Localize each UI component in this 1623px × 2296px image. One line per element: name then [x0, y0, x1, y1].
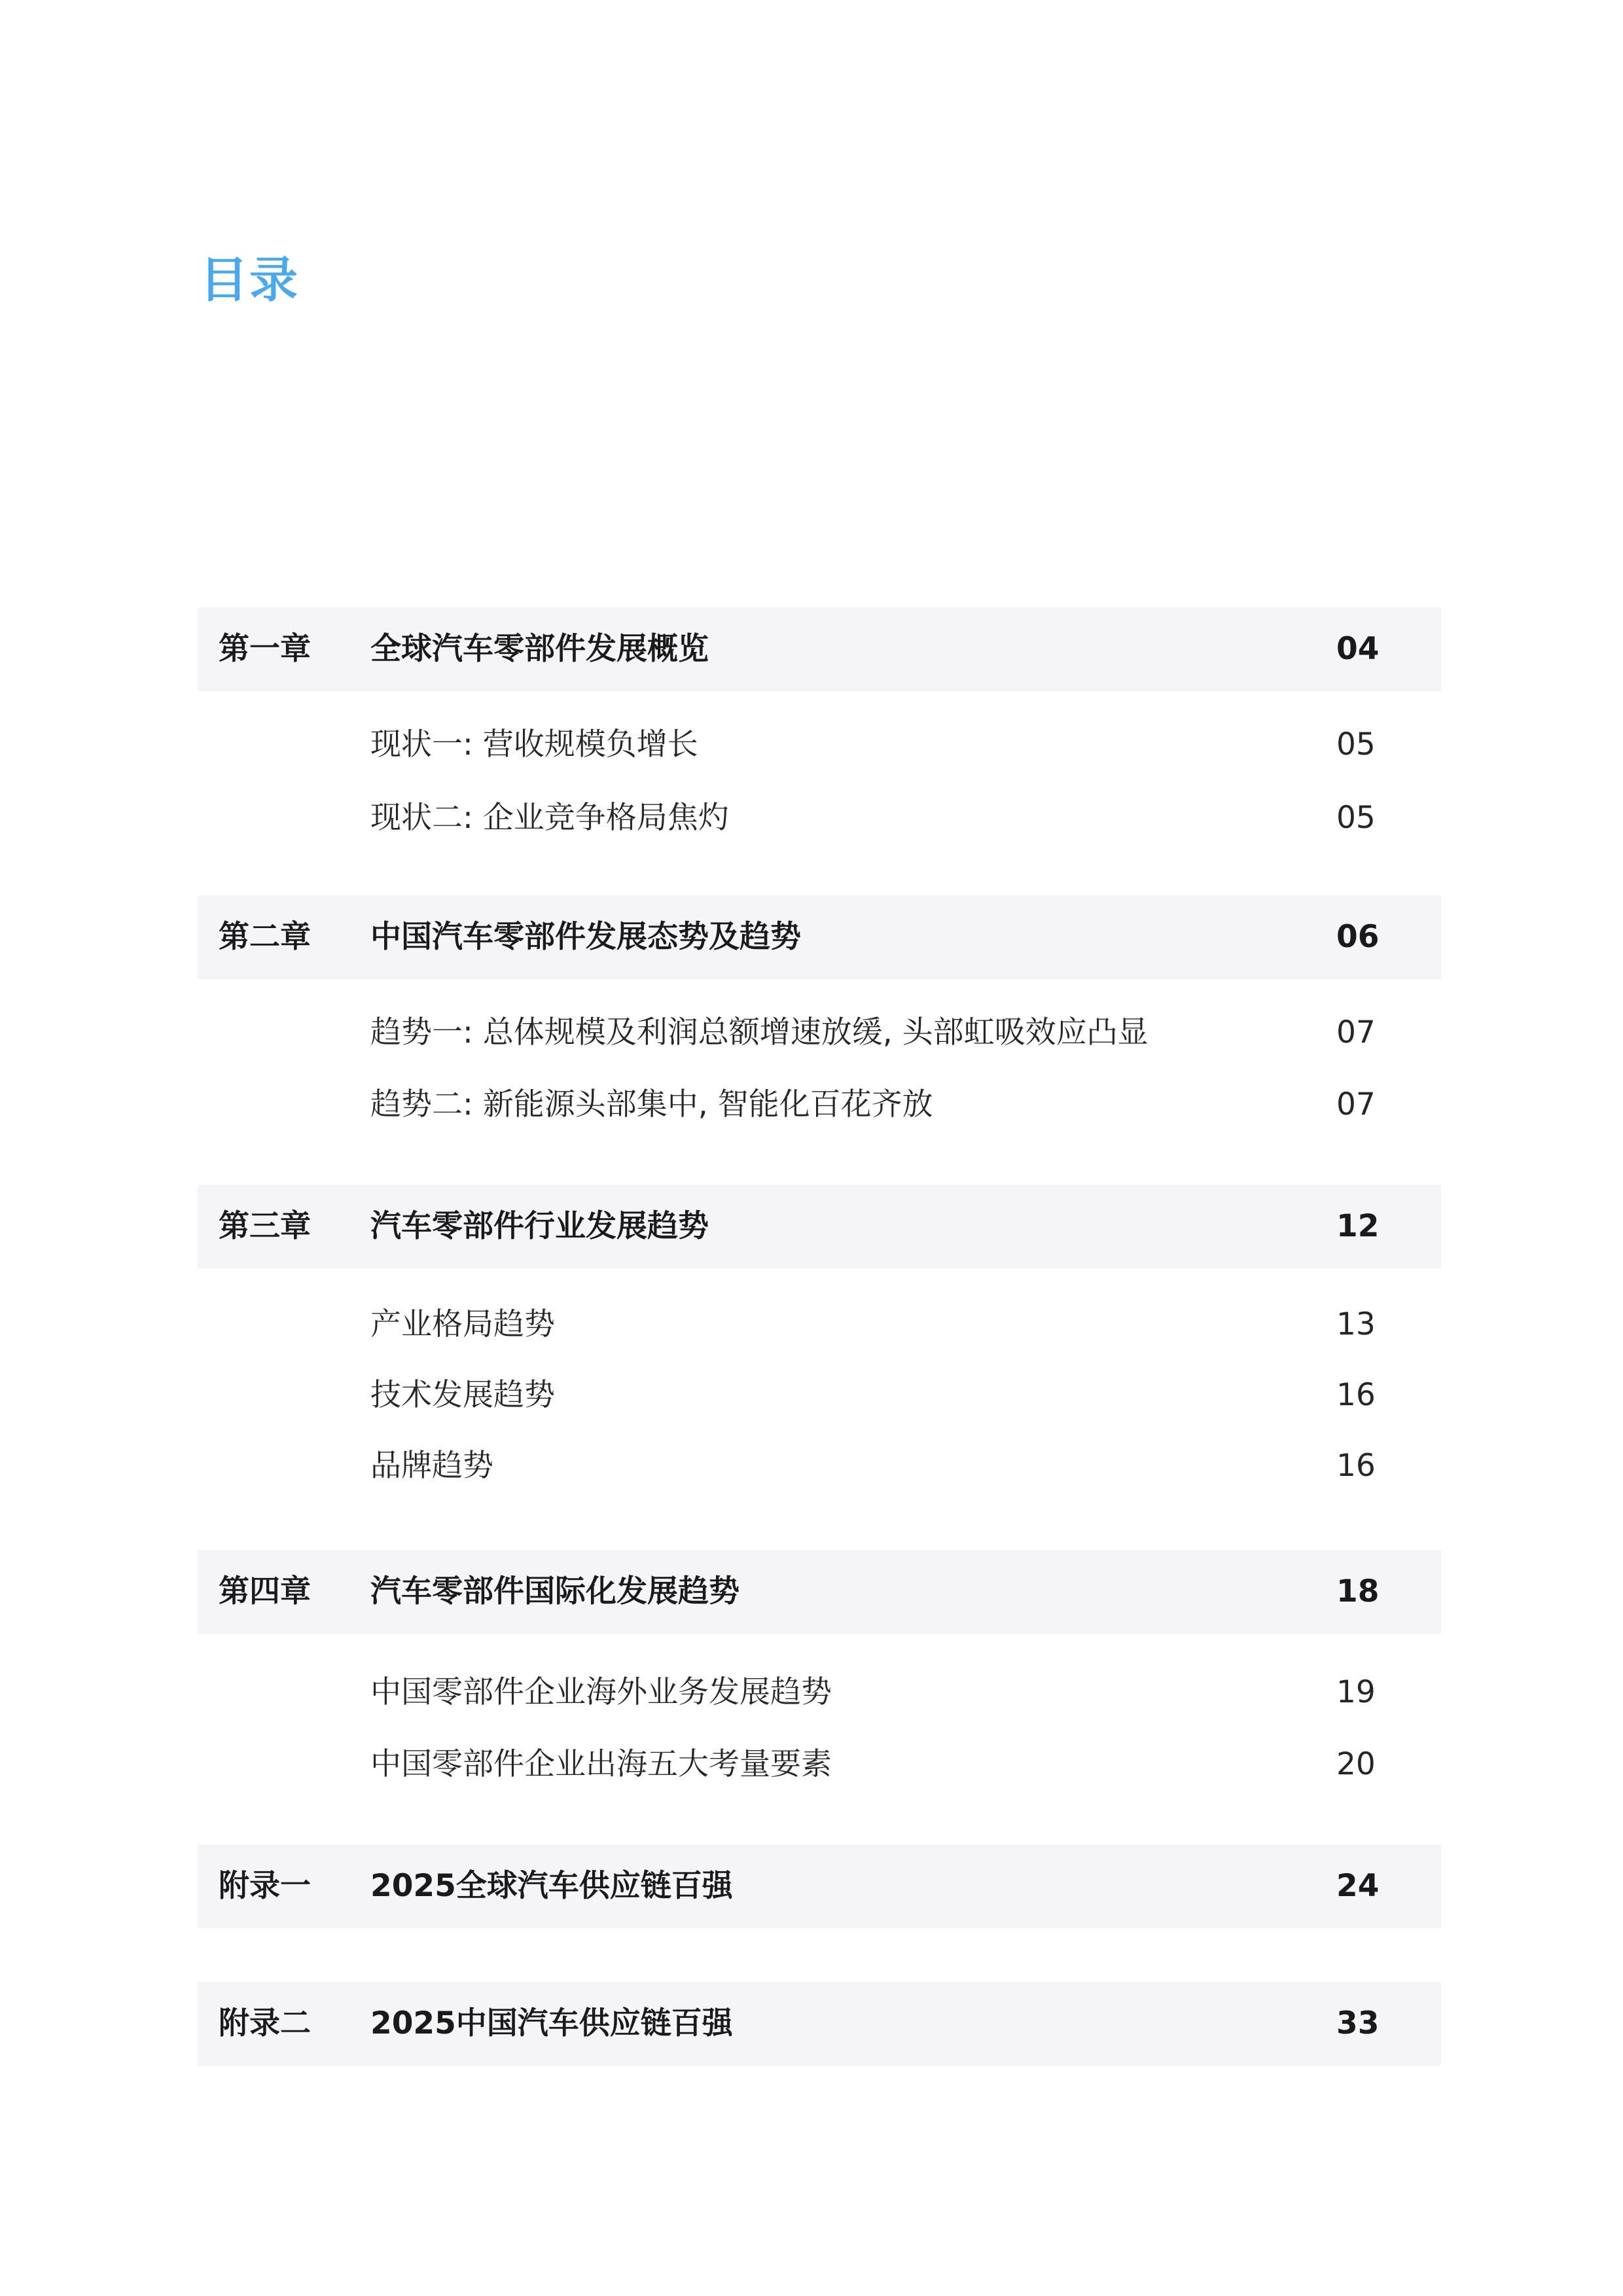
toc-item-page-number: 05 [1336, 726, 1376, 762]
toc-item[interactable] [198, 1738, 1441, 1791]
toc-item[interactable] [198, 719, 1441, 771]
chapter-title: 汽车零部件行业发展趋势 [370, 1208, 709, 1244]
chapter-title: 汽车零部件国际化发展趋势 [370, 1573, 740, 1609]
toc-item[interactable] [198, 1299, 1441, 1351]
chapter-page-number: 33 [1336, 2005, 1380, 2041]
toc-item[interactable] [198, 1007, 1441, 1059]
chapter-page-number: 18 [1336, 1573, 1380, 1609]
chapter-title: 中国汽车零部件发展态势及趋势 [370, 919, 801, 955]
chapter-title: 2025全球汽车供应链百强 [370, 1868, 733, 1904]
chapter-label: 附录一 [219, 1868, 311, 1904]
toc-item-page-number: 13 [1336, 1306, 1376, 1342]
toc-item-title: 中国零部件企业海外业务发展趋势 [370, 1674, 832, 1710]
toc-chapter-1[interactable] [198, 607, 1441, 691]
toc-item-page-number: 05 [1336, 800, 1376, 836]
toc-item-page-number: 20 [1336, 1746, 1376, 1782]
chapter-page-number: 06 [1336, 919, 1380, 955]
toc-item[interactable] [198, 1369, 1441, 1422]
toc-chapter-4[interactable] [198, 1550, 1441, 1634]
toc-item-page-number: 16 [1336, 1377, 1376, 1413]
toc-item-title: 品牌趋势 [370, 1448, 493, 1484]
chapter-page-number: 04 [1336, 631, 1380, 667]
chapter-title: 全球汽车零部件发展概览 [370, 631, 709, 667]
toc-item-page-number: 07 [1336, 1014, 1376, 1050]
toc-item[interactable] [198, 1440, 1441, 1492]
toc-item[interactable] [198, 792, 1441, 844]
page-title: 目录 [200, 252, 299, 308]
chapter-label: 附录二 [219, 2005, 311, 2041]
chapter-label: 第二章 [219, 919, 311, 955]
toc-item-page-number: 19 [1336, 1674, 1376, 1710]
toc-chapter-3[interactable] [198, 1185, 1441, 1268]
chapter-label: 第一章 [219, 631, 311, 667]
toc-item-page-number: 07 [1336, 1086, 1376, 1122]
toc-item[interactable] [198, 1666, 1441, 1719]
toc-item[interactable] [198, 1079, 1441, 1131]
toc-item-title: 趋势一: 总体规模及利润总额增速放缓, 头部虹吸效应凸显 [370, 1014, 1149, 1050]
chapter-label: 第四章 [219, 1573, 311, 1609]
chapter-page-number: 24 [1336, 1868, 1380, 1904]
chapter-label: 第三章 [219, 1208, 311, 1244]
toc-item-title: 趋势二: 新能源头部集中, 智能化百花齐放 [370, 1086, 933, 1122]
toc-item-title: 现状一: 营收规模负增长 [370, 726, 698, 762]
toc-appendix-1[interactable] [198, 1844, 1441, 1928]
toc-item-title: 现状二: 企业竞争格局焦灼 [370, 800, 729, 836]
toc-item-title: 产业格局趋势 [370, 1306, 555, 1342]
toc-item-title: 技术发展趋势 [370, 1377, 555, 1413]
chapter-page-number: 12 [1336, 1208, 1380, 1244]
toc-chapter-2[interactable] [198, 895, 1441, 979]
chapter-title: 2025中国汽车供应链百强 [370, 2005, 733, 2041]
toc-appendix-2[interactable] [198, 1982, 1441, 2066]
toc-item-page-number: 16 [1336, 1448, 1376, 1484]
toc-item-title: 中国零部件企业出海五大考量要素 [370, 1746, 832, 1782]
